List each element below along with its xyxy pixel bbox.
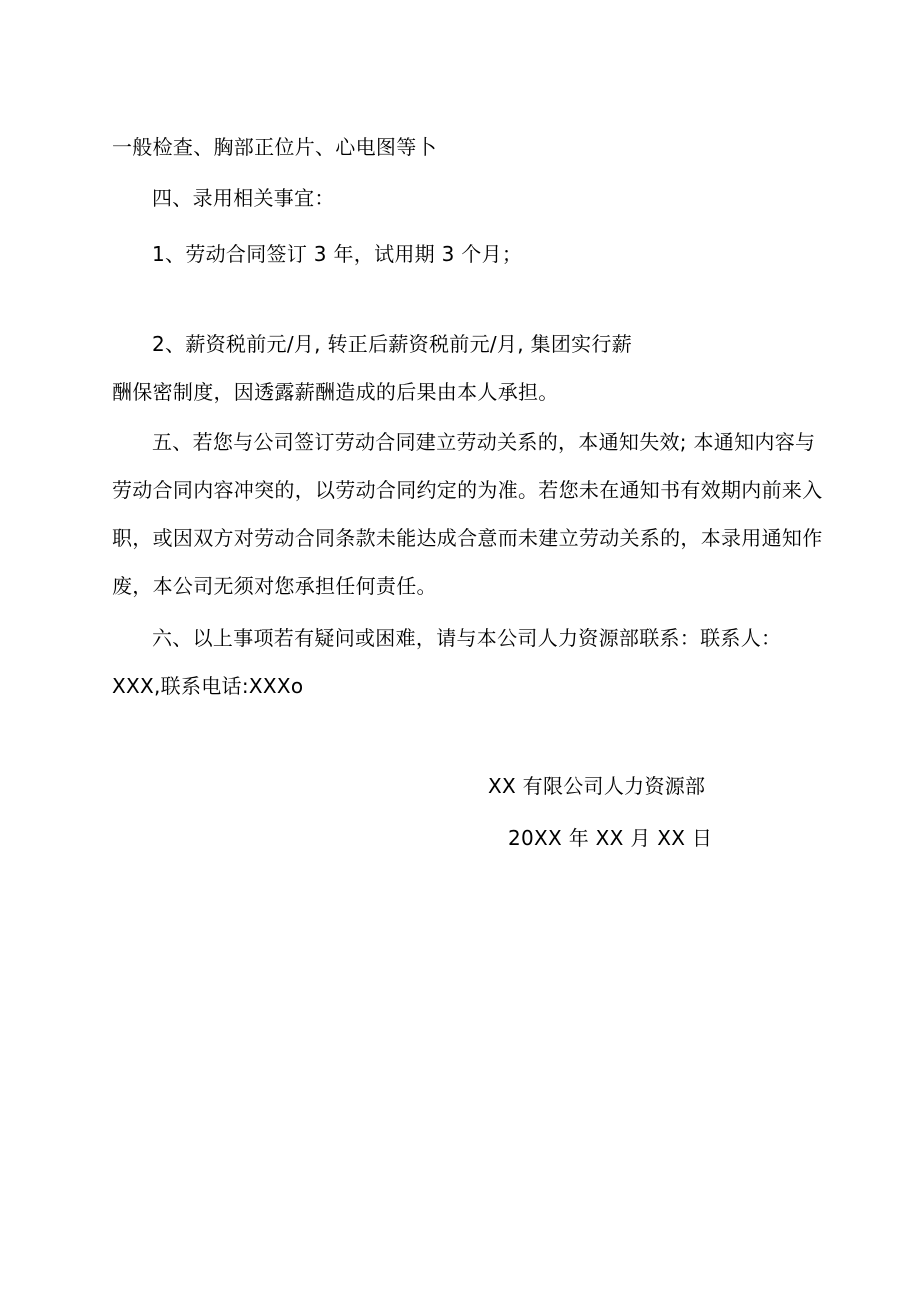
item-salary-continued: 酬保密制度，因透露薪酬造成的后果由本人承担。 [112,380,559,404]
section-five-line-3: 职，或因双方对劳动合同条款未能达成合意而未建立劳动关系的，本录用通知作 [112,526,823,550]
item-salary: 2、薪资税前元/月, 转正后薪资税前元/月, 集团实行薪 [152,332,633,356]
text-line-exam-items: 一般检查、胸部正位片、心电图等卜 [112,135,437,159]
section-six-contact: XXX,联系电话:XXXo [112,674,304,698]
section-five-line-4: 废，本公司无须对您承担任何责任。 [112,574,437,598]
item-contract-term: 1、劳动合同签订 3 年，试用期 3 个月； [152,242,523,266]
section-five-line-2: 劳动合同内容冲突的，以劳动合同约定的为准。若您未在通知书有效期内前来入 [112,478,823,502]
signature-date: 20XX 年 XX 月 XX 日 [508,826,713,850]
signature-department: XX 有限公司人力资源部 [488,774,706,798]
section-six-line-1: 六、以上事项若有疑问或困难，请与本公司人力资源部联系：联系人： [152,626,782,650]
section-five-line-1: 五、若您与公司签订劳动合同建立劳动关系的，本通知失效; 本通知内容与 [152,430,816,454]
section-heading-hiring-matters: 四、录用相关事宜： [152,186,335,210]
